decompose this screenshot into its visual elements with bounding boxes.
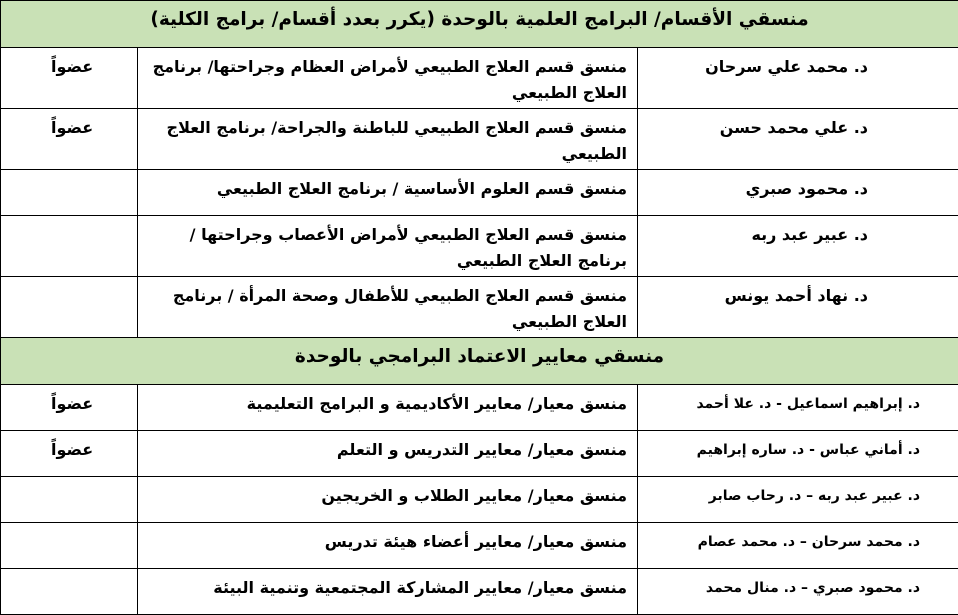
member-role: منسق قسم العلاج الطبيعي لأمراض العظام وجراحتها/ برنامج العلاج الطبيعي: [138, 48, 638, 109]
member-status: عضواً: [1, 48, 138, 109]
table-row: [1, 216, 958, 277]
member-role: منسق قسم العلاج الطبيعي للباطنة والجراحة/ برنامج العلاج الطبيعي: [138, 109, 638, 170]
member-role: منسق معيار/ معايير المشاركة المجتمعية وتنمية البيئة: [138, 569, 638, 615]
member-status: [1, 477, 138, 523]
member-status: عضواً: [1, 109, 138, 170]
member-name: د. إبراهيم اسماعيل - د. علا أحمد: [638, 385, 958, 431]
table-row: [1, 48, 958, 109]
member-role: منسق قسم العلاج الطبيعي للأطفال وصحة المرأة / برنامج العلاج الطبيعي: [138, 277, 638, 338]
member-name: د. محمد سرحان – د. محمد عصام: [638, 523, 958, 569]
member-role: منسق قسم العلاج الطبيعي لأمراض الأعصاب وجراحتها / برنامج العلاج الطبيعي: [138, 216, 638, 277]
member-name: د. عبير عبد ربه: [638, 216, 958, 277]
member-status: [1, 216, 138, 277]
member-role: منسق معيار/ معايير التدريس و التعلم: [138, 431, 638, 477]
member-name: د. نهاد أحمد يونس: [638, 277, 958, 338]
member-status: [1, 170, 138, 216]
member-status: عضواً: [1, 385, 138, 431]
member-role: منسق قسم العلوم الأساسية / برنامج العلاج الطبيعي: [138, 170, 638, 216]
section-header-row: [1, 1, 958, 48]
table-row: [1, 109, 958, 170]
table-row: [1, 431, 958, 477]
member-role: منسق معيار/ معايير أعضاء هيئة تدريس: [138, 523, 638, 569]
member-role: منسق معيار/ معايير الطلاب و الخريجين: [138, 477, 638, 523]
member-name: د. محمود صبري – د. منال محمد: [638, 569, 958, 615]
member-status: [1, 569, 138, 615]
section-title-standards: منسقي معايير الاعتماد البرامجي بالوحدة: [1, 338, 958, 385]
table-row: [1, 569, 958, 615]
member-status: عضواً: [1, 431, 138, 477]
table-row: [1, 385, 958, 431]
section-header-row: [1, 338, 958, 385]
table-row: [1, 170, 958, 216]
member-name: د. محمود صبري: [638, 170, 958, 216]
member-role: منسق معيار/ معايير الأكاديمية و البرامج التعليمية: [138, 385, 638, 431]
member-name: د. عبير عبد ربه – د. رحاب صابر: [638, 477, 958, 523]
table-row: [1, 523, 958, 569]
member-status: [1, 523, 138, 569]
member-name: د. علي محمد حسن: [638, 109, 958, 170]
table-row: [1, 477, 958, 523]
section-title-departments: منسقي الأقسام/ البرامج العلمية بالوحدة (يكرر بعدد أقسام/ برامج الكلية): [1, 1, 958, 48]
member-status: [1, 277, 138, 338]
member-name: د. محمد علي سرحان: [638, 48, 958, 109]
member-name: د. أماني عباس - د. ساره إبراهيم: [638, 431, 958, 477]
table-row: [1, 277, 958, 338]
